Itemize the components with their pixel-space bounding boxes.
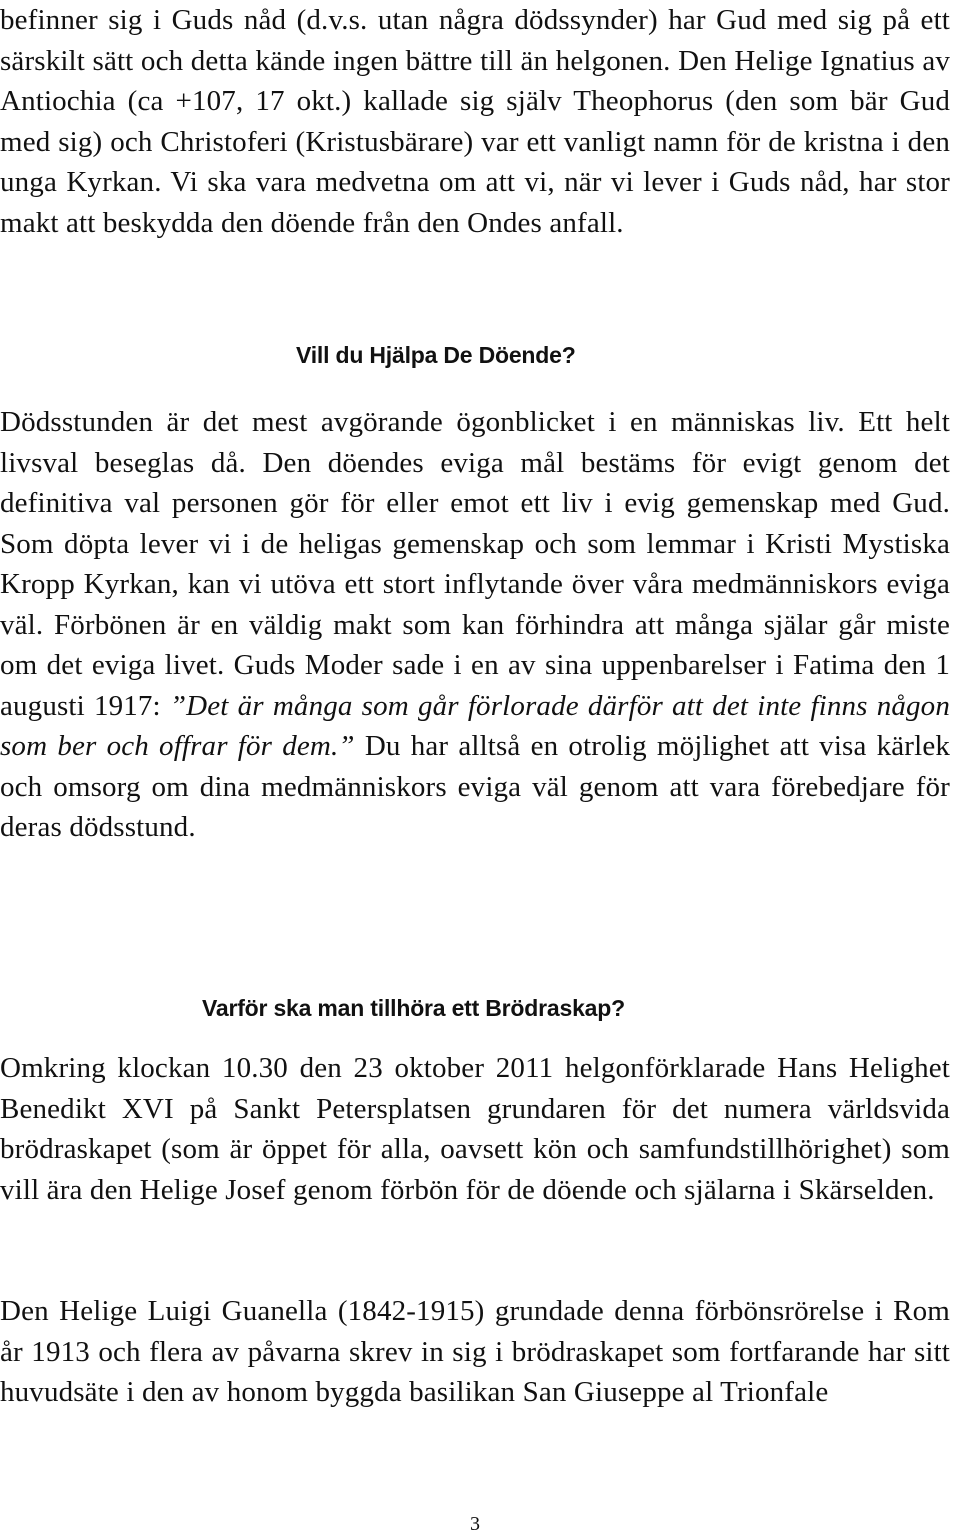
helping-text-after-quote: Du har alltså en otrolig möjlighet att visa kärlek och omsorg om dina medmänniskors eviga väl genom att vara förebedjare för deras dödsstund. — [0, 730, 950, 843]
heading-why-brotherhood: Varför ska man tillhöra ett Brödraskap? — [202, 995, 625, 1021]
brotherhood-paragraph-2: Den Helige Luigi Guanella (1842-1915) grundade denna förbönsrörelse i Rom år 1913 och flera av påvarna skrev in sig i brödraskapet som fortfarande har sitt huvudsäte i den av honom byggda basilikan San Giuseppe al Trionfale — [0, 1295, 950, 1408]
fatima-quote: ”Det är många som går förlorade därför att det inte finns någon som ber och offrar för dem.” — [0, 689, 950, 762]
helping-paragraph — [0, 402, 950, 848]
intro-paragraph: befinner sig i Guds nåd (d.v.s. utan några dödssynder) har Gud med sig på ett särskilt sätt och detta kände ingen bättre till än helgonen. Den Helige Ignatius av Antiochia (ca +107, 17 okt.) kallade sig själv Theophorus (den som bär Gud med sig) och Christoferi (Kristusbärare) var ett vanligt namn för de kristna i den unga Kyrkan. Vi ska vara medvetna om att vi, när vi lever i Guds nåd, har stor makt att beskydda den döende från den Ondes anfall. — [0, 4, 950, 239]
page-number: 3 — [470, 1513, 480, 1535]
helping-text-before-quote: Dödsstunden är det mest avgörande ögonblicket i en människas liv. Ett helt livsval beseglas då. Den döendes eviga mål bestäms för evigt genom det definitiva val personen gör för eller emot ett liv i evig gemenskap med Gud. Som döpta lever vi i de heligas gemenskap och som lemmar i Kristi Mystiska Kropp Kyrkan, kan vi utöva ett stort inflytande över våra medmänniskors eviga väl. Förbönen är en väldig makt som kan förhindra att många själar går miste om det eviga livet. Guds Moder sade i en av sina uppenbarelser i Fatima den 1 augusti 1917: — [0, 406, 950, 722]
brotherhood-paragraph-1: Omkring klockan 10.30 den 23 oktober 2011 helgonförklarade Hans Helighet Benedikt XVI på Sankt Petersplatsen grundaren för det numera världsvida brödraskapet (som är öppet för alla, oavsett kön och samfundstillhörighet) som vill ära den Helige Josef genom förbön för de döende och själarna i Skärselden. — [0, 1052, 950, 1206]
heading-help-dying: Vill du Hjälpa De Döende? — [296, 342, 576, 368]
